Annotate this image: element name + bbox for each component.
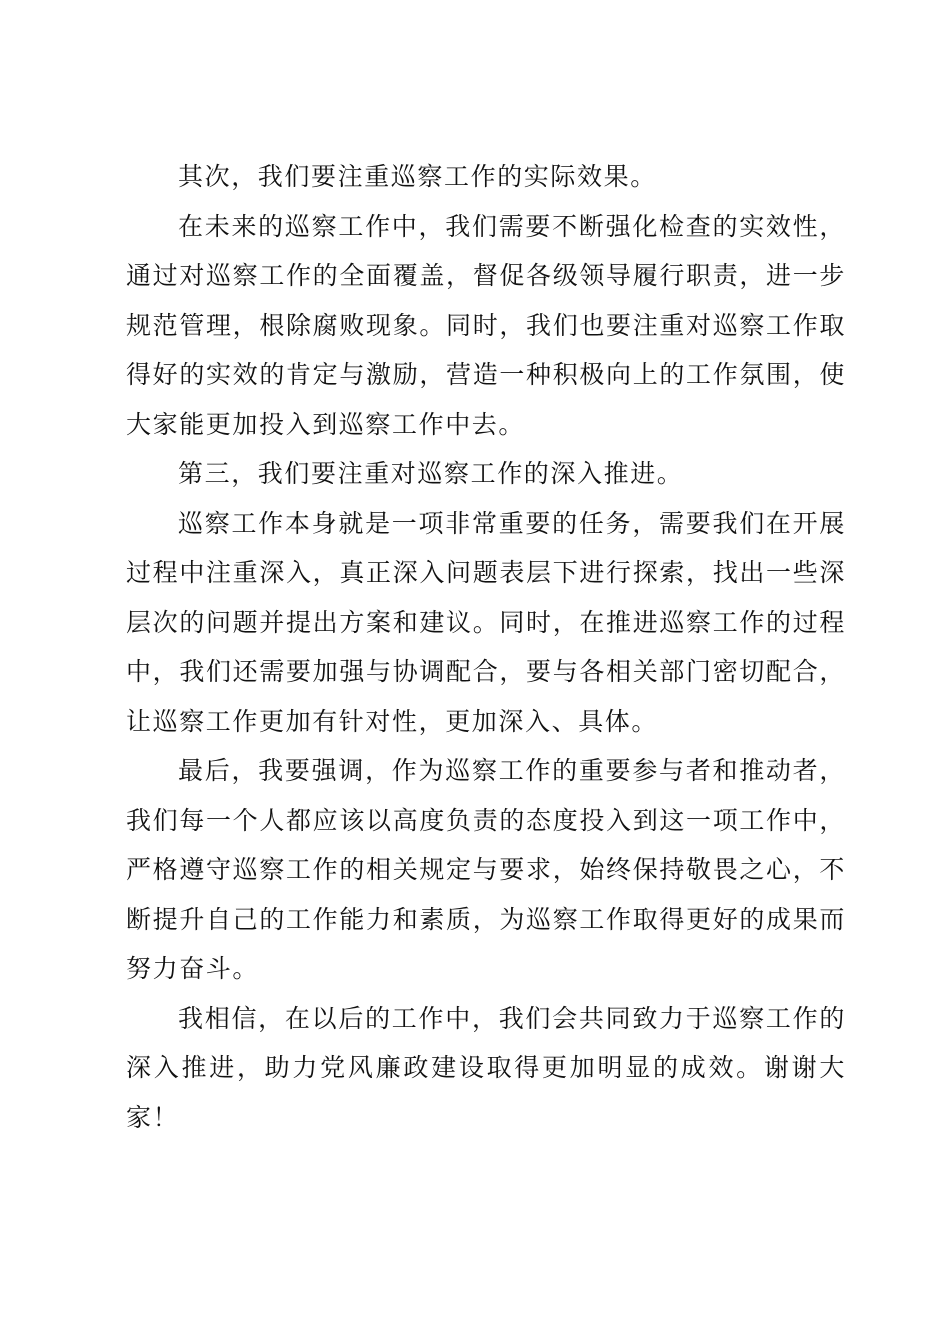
paragraph-6: 我相信，在以后的工作中，我们会共同致力于巡察工作的深入推进，助力党风廉政建设取得更加明显的成效。谢谢大家！ (126, 1003, 846, 1132)
paragraph-2: 在未来的巡察工作中，我们需要不断强化检查的实效性，通过对巡察工作的全面覆盖，督促各级领导履行职责，进一步规范管理，根除腐败现象。同时，我们也要注重对巡察工作取得好的实效的肯定与激励，营造一种积极向上的工作氛围，使大家能更加投入到巡察工作中去。 (126, 211, 846, 439)
paragraph-4: 巡察工作本身就是一项非常重要的任务，需要我们在开展过程中注重深入，真正深入问题表层下进行探索，找出一些深层次的问题并提出方案和建议。同时，在推进巡察工作的过程中，我们还需要加强与协调配合，要与各相关部门密切配合，让巡察工作更加有针对性，更加深入、具体。 (126, 508, 846, 736)
paragraph-5: 最后，我要强调，作为巡察工作的重要参与者和推动者，我们每一个人都应该以高度负责的态度投入到这一项工作中，严格遵守巡察工作的相关规定与要求，始终保持敬畏之心，不断提升自己的工作能力和素质，为巡察工作取得更好的成果而努力奋斗。 (126, 756, 846, 983)
paragraph-1: 其次，我们要注重巡察工作的实际效果。 (178, 162, 657, 191)
paragraph-3: 第三，我们要注重对巡察工作的深入推进。 (178, 459, 684, 488)
document-body (126, 152, 846, 1142)
